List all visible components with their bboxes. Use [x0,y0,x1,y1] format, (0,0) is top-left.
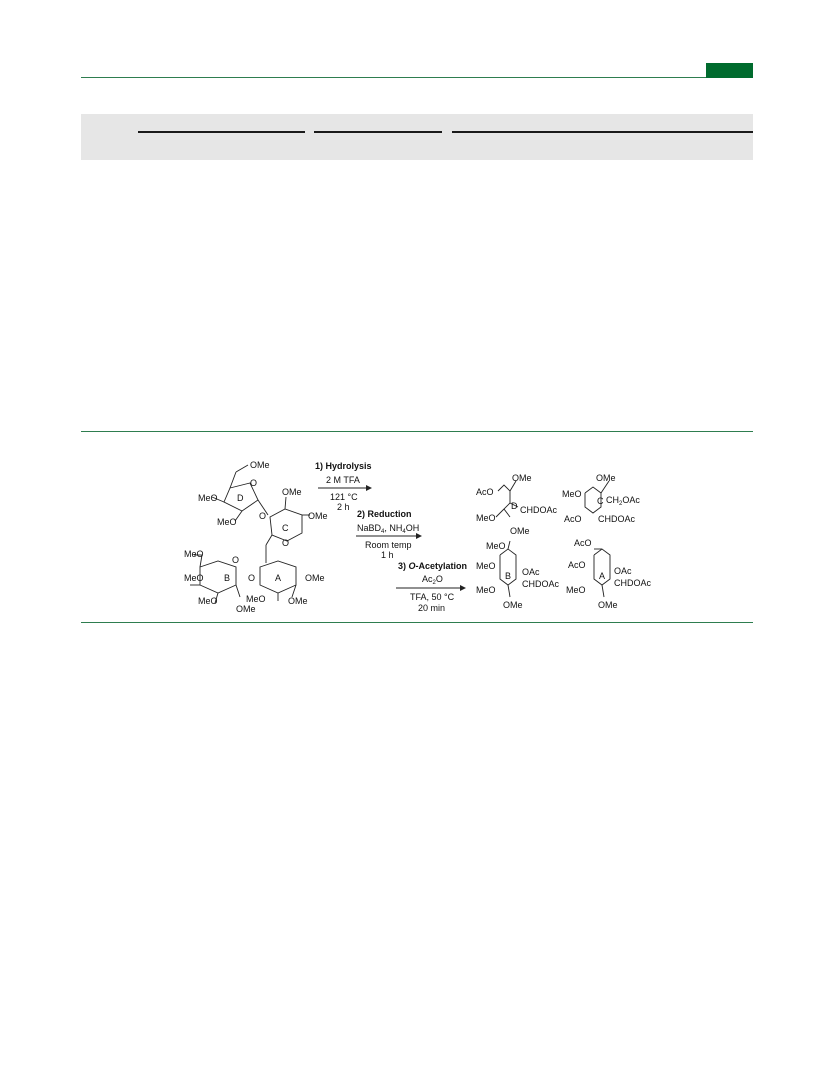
product-d [496,481,518,517]
reactant-group: OMe [282,487,302,497]
product-group: MeO [566,585,586,595]
step2-condition: NaBD$_4$, $NH_4OH$ [357,523,420,535]
ring-oxygen: O [232,555,240,565]
scheme-bottom-rule [81,622,753,623]
product-group: MeO [476,585,496,595]
product-group: MeO [486,541,506,551]
product-group: CHDOAc [522,579,560,589]
product-label-d: D [511,501,518,511]
step1-title: 1) Hydrolysis [315,461,372,471]
product-group: MeO [562,489,582,499]
step1-condition: 2 M TFA [326,475,360,485]
linkage-oxygen: O [259,511,267,521]
step2-condition: 1 h [381,550,394,560]
reactant-group: MeO [184,573,204,583]
reactant-group: OMe [236,604,256,614]
product-group: CHDOAc [520,505,558,515]
reactant-group: MeO [246,594,266,604]
reactant-group: MeO [217,517,237,527]
scheme-svg [160,445,680,620]
column-rule-3 [452,131,753,133]
column-rule-1 [138,131,305,133]
reactant-group: MeO [198,596,218,606]
step1-condition: 2 h [337,502,350,512]
product-group: OMe [598,600,618,610]
product-group: OAc [614,566,632,576]
step3-condition: $Ac_2O$ [422,574,443,586]
step3-condition: 20 min [418,603,446,613]
product-group: OMe [510,526,530,536]
step3-condition: TFA, 50 °C [410,592,455,602]
reaction-scheme [160,445,680,620]
section-tab [706,63,753,78]
ring-label-d: D [237,493,244,503]
table-header [81,114,753,160]
reactant-group: MeO [184,549,204,559]
product-group: OMe [596,473,616,483]
product-group: CHDOAc [614,578,652,588]
product-label-a: A [599,571,606,581]
step3-title: 3) O-Acetylation [398,561,468,571]
reactant-group: OMe [288,596,308,606]
product-group: OAc [522,567,540,577]
product-group: MeO [476,561,496,571]
step2-condition: Room temp [365,540,412,550]
reactant-group: OMe [308,511,328,521]
scheme-top-rule [81,431,753,432]
product-group: AcO [476,487,494,497]
product-group: MeO [476,513,496,523]
ring-label-a: A [275,573,282,583]
ring-oxygen: O [282,538,290,548]
product-label-b: B [505,571,512,581]
column-rule-2 [314,131,442,133]
product-group: CHDOAc [598,514,636,524]
product-group: $CH_2OAc$ [606,495,640,507]
product-group: AcO [574,538,592,548]
product-group: AcO [564,514,582,524]
reactant-group: OMe [250,460,270,470]
reactant-group: MeO [198,493,218,503]
step1-condition: 121 °C [330,492,358,502]
header-rule [81,77,753,78]
ring-label-c: C [282,523,289,533]
reactant-group: OMe [305,573,325,583]
product-group: OMe [503,600,523,610]
step2-title: 2) Reduction [357,509,412,519]
linkage-oxygen: O [248,573,256,583]
ring-oxygen: O [250,478,258,488]
product-group: OMe [512,473,532,483]
product-group: AcO [568,560,586,570]
ring-label-b: B [224,573,231,583]
product-label-c: C [597,496,604,506]
